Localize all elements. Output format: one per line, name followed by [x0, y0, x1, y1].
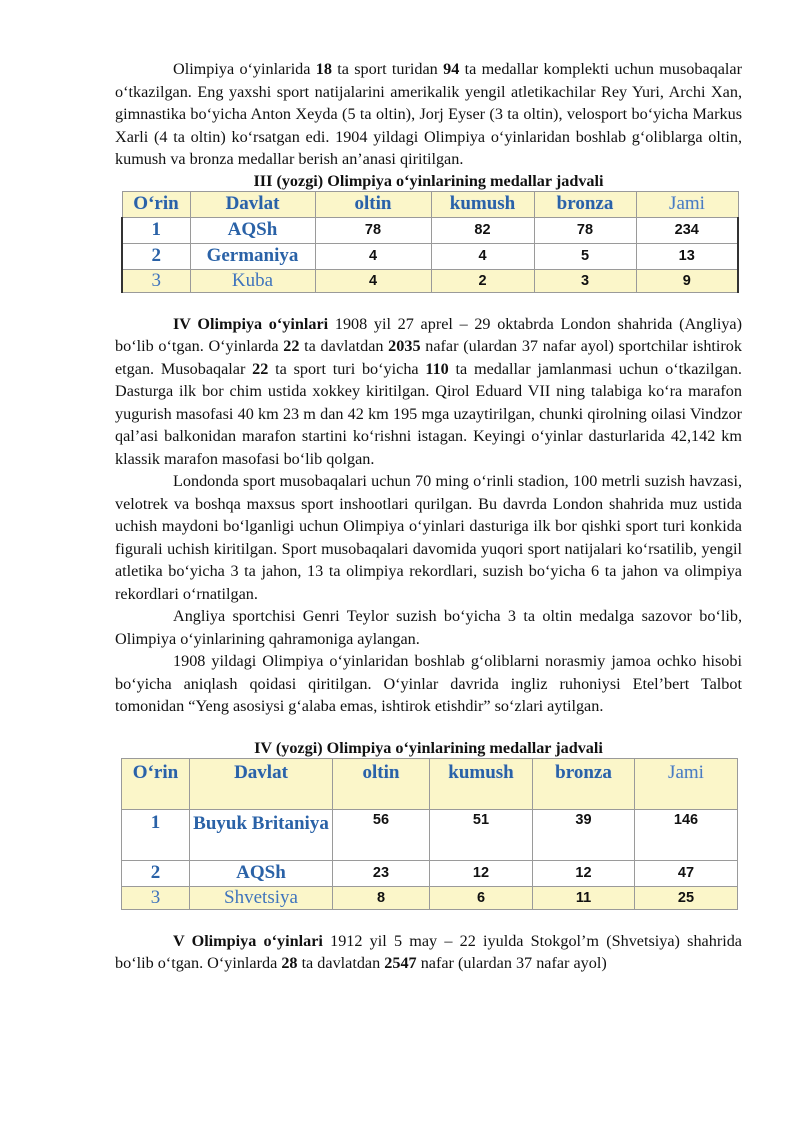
text-run: 1912 yil 5 may – 22 iyulda Stokgol’m (Shvetsiya) shahrida bo‘lib o‘tgan. O‘yinlarda [115, 931, 742, 972]
cell-country: Germaniya [190, 243, 315, 269]
cell-silver: 82 [431, 217, 534, 243]
bold-number: 28 [281, 954, 298, 972]
col-header-bronze: bronza [534, 191, 636, 217]
stockholm-paragraph [115, 930, 742, 975]
table-row [122, 886, 738, 909]
text-run: ta sport turidan [331, 60, 444, 78]
table-row [122, 217, 738, 243]
cell-total: 146 [635, 809, 738, 860]
cell-total: 13 [636, 243, 738, 269]
text-run: ta davlatdan [299, 337, 389, 355]
col-header-bronze: bronza [533, 758, 635, 809]
table-row [122, 860, 738, 886]
text-run: ta medallar komplekti uchun musobaqalar o‘tkazilgan. Eng yaxshi sport natijalarini amerikalik yengil atletikachilar Rey Yuri, Archi Xan, gimnastika bo‘yicha Anton Xeyda (5 ta oltin), Jorj Eyser (3 ta oltin), velosport bo‘yicha Markus Xarli (4 ta oltin) ko‘rsatgan edi. 1904 yildagi Olimpiya o‘yinlaridan boshlab g‘oliblarga oltin, kumush va bronza medallar berish an’anasi qiritilgan. [115, 60, 743, 168]
cell-total: 234 [636, 217, 738, 243]
medal-table-iv [121, 758, 738, 910]
intro-paragraph [115, 58, 742, 171]
page-content [115, 58, 742, 975]
text-run: Olimpiya o‘yinlarida [173, 60, 316, 78]
bold-number: 2547 [384, 954, 417, 972]
medal-table-iii [121, 191, 739, 293]
cell-gold: 4 [315, 269, 431, 292]
text-run: nafar (ulardan 37 nafar ayol) sportchilar ishtirok etgan. Musobaqalar [115, 337, 742, 378]
table-row [122, 809, 738, 860]
text-run: ta davlatdan [297, 954, 385, 972]
stadium-paragraph: Londonda sport musobaqalari uchun 70 ming o‘rinli stadion, 100 metrli suzish havzasi, velotrek va boshqa maxsus sport inshootlari qurilgan. Bu davrda London shahrida muz ustida uchish maydoni bo‘lganligi uchun Olimpiya o‘yinlari dasturiga ilk bor qishki sport turi konkida figurali uchish kiritilgan. Sport musobaqalari davomida yuqori sport natijalari ko‘rsatilib, yengil atletika bo‘yicha 3 ta jahon, 13 ta olimpiya rekordlari, suzish bo‘yicha 6 ta jahon va olimpiya rekordlari o‘rnatilgan. [115, 472, 742, 603]
cell-country: Kuba [190, 269, 315, 292]
scoring-paragraph: 1908 yildagi Olimpiya o‘yinlaridan boshlab g‘oliblarni norasmiy jamoa ochko hisobi bo‘yicha aniqlash qoidasi qiritilgan. O‘yinlar davrida ingliz ruhoniysi Etel’bert Talbot tomonidan “Yeng asosiysi g‘alaba emas, ishtirok etishdir” so‘zlari aytilgan. [115, 652, 742, 715]
col-header-total: Jami [636, 191, 738, 217]
cell-country: Buyuk Britaniya [190, 809, 333, 860]
cell-country: AQSh [190, 217, 315, 243]
cell-total: 25 [635, 886, 738, 909]
table-row [122, 269, 738, 292]
bold-title: V Olimpiya o‘yinlari [173, 931, 323, 950]
cell-total: 47 [635, 860, 738, 886]
table2-caption: IV (yozgi) Olimpiya o‘yinlarining medallar jadvali [254, 738, 603, 757]
table-row [122, 243, 738, 269]
bold-number: 94 [443, 60, 460, 78]
cell-silver: 2 [431, 269, 534, 292]
cell-rank: 3 [122, 886, 190, 909]
cell-country: Shvetsiya [190, 886, 333, 909]
cell-silver: 12 [430, 860, 533, 886]
bold-number: 22 [283, 337, 300, 355]
bold-number: 18 [315, 60, 332, 78]
col-header-country: Davlat [190, 758, 333, 809]
text-run: ta medallar jamlanmasi uchun o‘tkazilgan. Dasturga ilk bor chim ustida xokkey kiritilgan. Qirol Eduard VII ning talabiga ko‘ra marafon yugurish masofasi 40 km 23 m dan 42 km 195 mga uzaytirilgan, chunki qirolning oilasi Vindzor qal’asi balkonidan marafon startini ko‘rishni istagan. Keyingi o‘yinlar dasturlarida 42,142 km klassik marafon masofasi bo‘lib qolgan. [115, 359, 742, 468]
cell-bronze: 12 [533, 860, 635, 886]
cell-rank: 2 [122, 243, 190, 269]
table-header-row [122, 191, 738, 217]
bold-number: 110 [425, 359, 449, 378]
cell-silver: 6 [430, 886, 533, 909]
col-header-country: Davlat [190, 191, 315, 217]
cell-total: 9 [636, 269, 738, 292]
col-header-rank: O‘rin [122, 191, 190, 217]
cell-gold: 56 [333, 809, 430, 860]
text-run: 1908 yil 27 aprel – 29 oktabrda London shahrida (Angliya) bo‘lib o‘tgan. O‘yinlarda [115, 314, 742, 355]
cell-bronze: 3 [534, 269, 636, 292]
cell-bronze: 78 [534, 217, 636, 243]
cell-gold: 23 [333, 860, 430, 886]
table-header-row [122, 758, 738, 809]
taylor-paragraph: Angliya sportchisi Genri Teylor suzish bo‘yicha 3 ta oltin medalga sazovor bo‘lib, Olimpiya o‘yinlarining qahramoniga aylangan. [115, 607, 742, 648]
cell-silver: 4 [431, 243, 534, 269]
cell-rank: 1 [122, 809, 190, 860]
col-header-total: Jami [635, 758, 738, 809]
cell-gold: 4 [315, 243, 431, 269]
cell-bronze: 5 [534, 243, 636, 269]
cell-gold: 8 [333, 886, 430, 909]
col-header-gold: oltin [333, 758, 430, 809]
bold-title: IV Olimpiya o‘yinlari [173, 314, 329, 333]
cell-rank: 1 [122, 217, 190, 243]
text-run: nafar (ulardan 37 nafar ayol) [416, 954, 607, 972]
cell-rank: 3 [122, 269, 190, 292]
col-header-rank: O‘rin [122, 758, 190, 809]
cell-rank: 2 [122, 860, 190, 886]
table1-caption: III (yozgi) Olimpiya o‘yinlarining medallar jadvali [253, 171, 604, 190]
col-header-silver: kumush [430, 758, 533, 809]
col-header-silver: kumush [431, 191, 534, 217]
cell-silver: 51 [430, 809, 533, 860]
col-header-gold: oltin [315, 191, 431, 217]
cell-country: AQSh [190, 860, 333, 886]
cell-bronze: 11 [533, 886, 635, 909]
bold-number: 2035 [388, 337, 421, 355]
bold-number: 22 [252, 359, 269, 378]
london-paragraph [115, 313, 742, 471]
cell-bronze: 39 [533, 809, 635, 860]
text-run: ta sport turi bo‘yicha [268, 359, 426, 378]
cell-gold: 78 [315, 217, 431, 243]
